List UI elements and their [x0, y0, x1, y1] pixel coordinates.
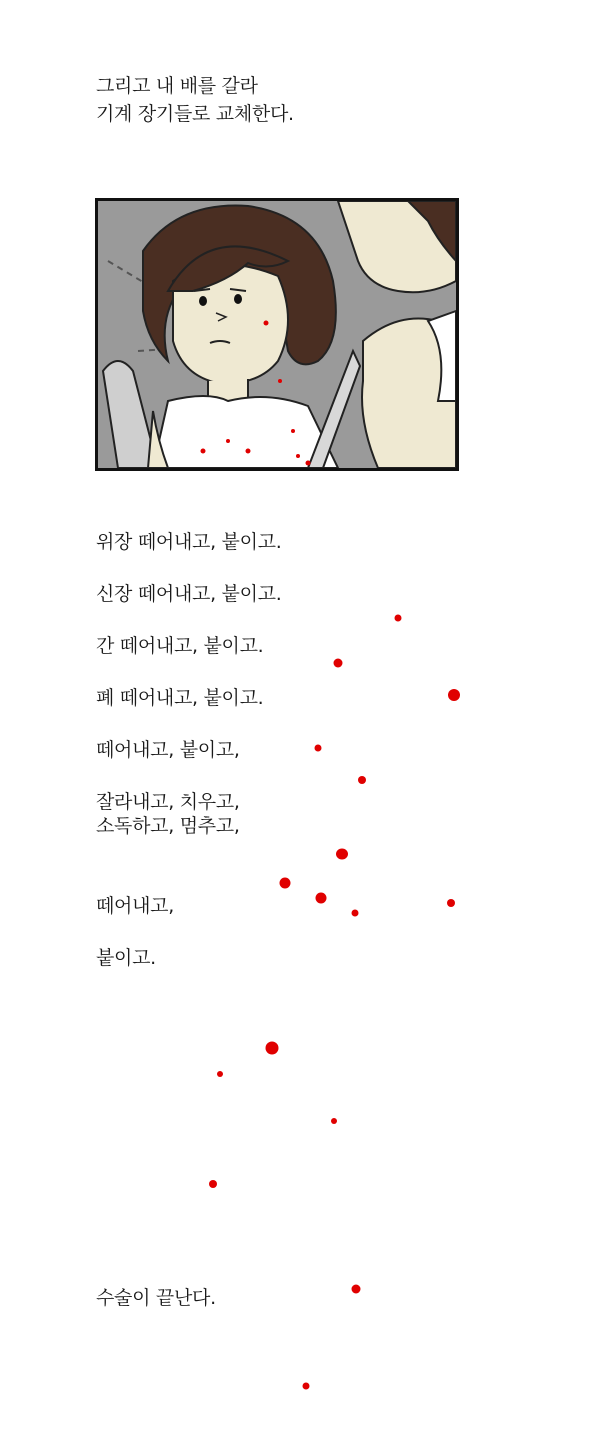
blood-drop [447, 899, 455, 907]
intro-line-1: 그리고 내 배를 갈라 [96, 75, 258, 97]
blood-drop [209, 1180, 217, 1188]
line-detach: 떼어내고, [96, 895, 174, 917]
blood-drop [395, 615, 402, 622]
line-stomach: 위장 떼어내고, 붙이고. [96, 531, 282, 553]
comic-panel-illustration [98, 201, 456, 468]
blood-drop [303, 1383, 310, 1390]
blood-drop [280, 878, 291, 889]
line-kidney: 신장 떼어내고, 붙이고. [96, 583, 282, 605]
blood-drop [352, 1285, 361, 1294]
blood-drop [448, 689, 460, 701]
blood-drop [331, 1118, 337, 1124]
intro-line-2: 기계 장기들로 교체한다. [96, 103, 294, 125]
blood-drop [266, 1042, 279, 1055]
blood-drop [334, 659, 343, 668]
line-liver: 간 떼어내고, 붙이고. [96, 635, 264, 657]
line-lung: 폐 떼어내고, 붙이고. [96, 687, 264, 709]
blood-drop [352, 910, 359, 917]
line-cut-clear: 잘라내고, 치우고, [96, 791, 240, 813]
blood-drop [358, 776, 366, 784]
ending-line: 수술이 끝난다. [96, 1287, 216, 1309]
line-disinfect-stop: 소독하고, 멈추고, [96, 815, 240, 837]
line-detach-attach: 떼어내고, 붙이고, [96, 739, 240, 761]
blood-drop [315, 745, 322, 752]
blood-drop [336, 849, 348, 860]
blood-drop [316, 893, 327, 904]
comic-panel [95, 198, 459, 471]
line-attach: 붙이고. [96, 947, 156, 969]
blood-drop [217, 1071, 223, 1077]
